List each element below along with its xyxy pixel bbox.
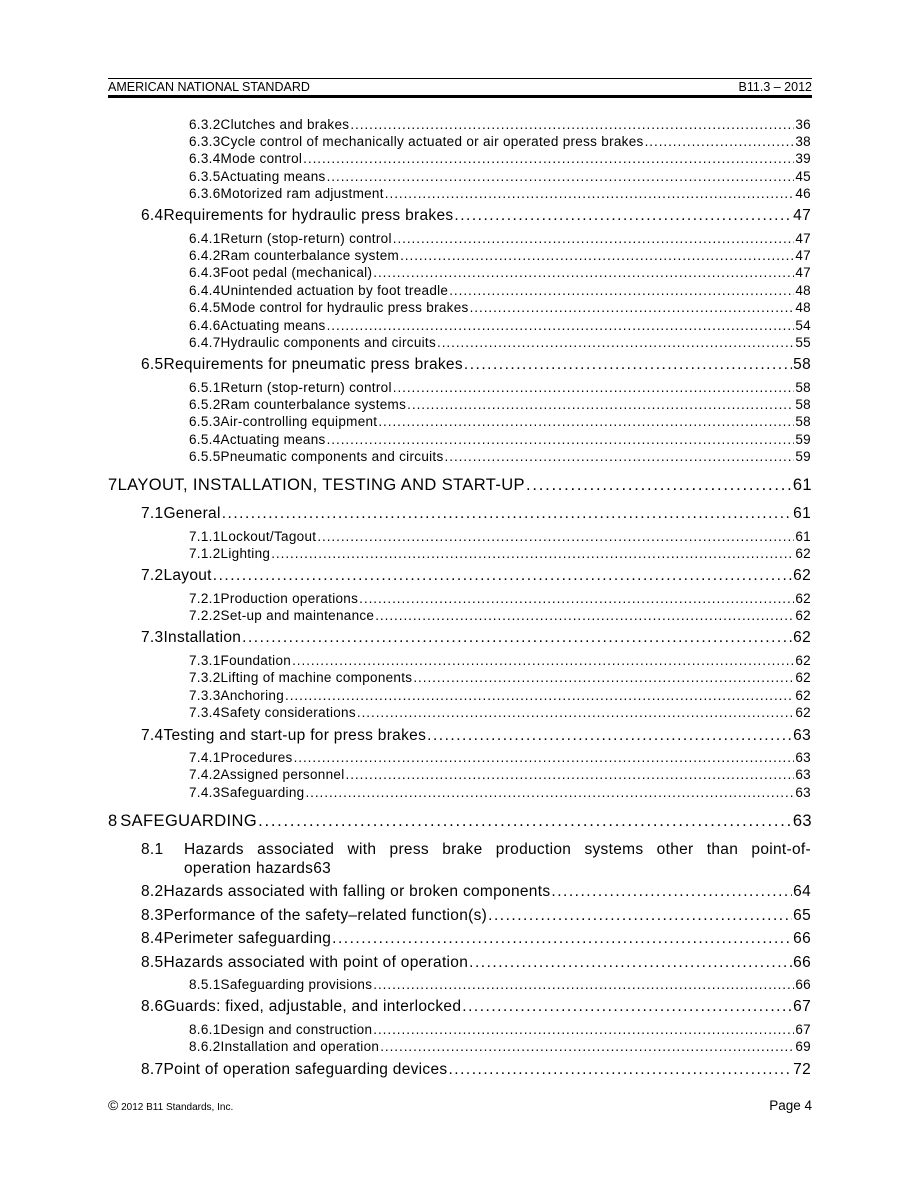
toc-entry-7-3-2[interactable] <box>189 670 811 685</box>
dot-leader <box>332 930 792 948</box>
toc-entry-8-7[interactable] <box>141 1061 811 1079</box>
dot-leader <box>346 767 795 782</box>
toc-entry-8-2[interactable] <box>141 883 811 901</box>
toc-entry-6-5-4[interactable] <box>189 432 811 447</box>
toc-page: 47 <box>795 265 811 280</box>
toc-title: Return (stop-return) control <box>220 380 392 395</box>
toc-page: 47 <box>795 248 811 263</box>
toc-title: Guards: fixed, adjustable, and interlocked <box>163 998 462 1015</box>
header-rule <box>108 78 812 79</box>
page-header <box>108 80 812 98</box>
copyright-text: 2012 B11 Standards, Inc. <box>121 1102 234 1113</box>
toc-number: 6.3.2 <box>189 117 221 132</box>
header-standard-name: AMERICAN NATIONAL STANDARD <box>108 80 310 94</box>
toc-entry-8-3[interactable] <box>141 907 811 925</box>
toc-number: 7.3 <box>141 629 164 646</box>
dot-leader <box>375 608 794 623</box>
toc-page: 61 <box>793 505 811 522</box>
toc-entry-6-4-4[interactable] <box>189 283 811 298</box>
toc-title: Unintended actuation by foot treadle <box>220 283 449 298</box>
toc-page: 62 <box>793 629 811 646</box>
toc-number: 6.5.5 <box>189 449 221 464</box>
toc-page: 59 <box>795 449 811 464</box>
dot-leader <box>469 954 792 972</box>
toc-page: 59 <box>795 432 811 447</box>
toc-title: Design and construction <box>220 1022 373 1037</box>
toc-number: 6.5 <box>141 356 164 373</box>
toc-entry-6-3-3[interactable] <box>189 134 811 149</box>
copyright-notice <box>108 1097 233 1113</box>
toc-entry-7-4-3[interactable] <box>189 785 811 800</box>
toc-title: Mode control for hydraulic press brakes <box>220 300 469 315</box>
toc-page: 45 <box>795 169 811 184</box>
toc-entry-8-5-1[interactable] <box>189 977 811 992</box>
toc-number: 8.7 <box>141 1061 164 1078</box>
toc-title: Safety considerations <box>220 705 356 720</box>
toc-page: 58 <box>795 397 811 412</box>
toc-page: 72 <box>793 1061 811 1078</box>
toc-title-line-1: Hazards associated with press brake production systems other than point-of- <box>184 841 811 858</box>
toc-title: Testing and start-up for press brakes <box>163 727 427 744</box>
toc-number: 7.4 <box>141 727 164 744</box>
toc-title: Performance of the safety–related function(s) <box>163 907 488 924</box>
toc-title: Safeguarding <box>220 785 305 800</box>
toc-entry-6-5[interactable] <box>141 356 811 374</box>
toc-page: 62 <box>795 688 811 703</box>
toc-title: Production operations <box>220 591 359 606</box>
toc-page: 63 <box>795 767 811 782</box>
toc-number: 6.3.6 <box>189 186 221 201</box>
toc-title: Requirements for pneumatic press brakes <box>163 356 463 373</box>
page-number: Page 4 <box>769 1098 812 1113</box>
toc-number: 7.1 <box>141 505 164 522</box>
toc-page: 58 <box>793 356 811 373</box>
toc-entry-7-1[interactable] <box>141 505 811 523</box>
dot-leader <box>645 134 795 149</box>
toc-number: 7.2 <box>141 567 164 584</box>
toc-number: 8.4 <box>141 930 164 947</box>
toc-entry-7-2[interactable] <box>141 567 811 585</box>
toc-page: 36 <box>795 117 811 132</box>
toc-page: 69 <box>795 1039 811 1054</box>
toc-number: 6.3.5 <box>189 169 221 184</box>
toc-title: Assigned personnel <box>220 767 345 782</box>
dot-leader <box>462 998 792 1016</box>
toc-title: Lifting of machine components <box>220 670 413 685</box>
dot-leader <box>327 318 795 333</box>
toc-page: 61 <box>792 476 812 494</box>
dot-leader <box>305 785 794 800</box>
toc-page: 66 <box>795 977 811 992</box>
toc-entry-7-1-2[interactable] <box>189 546 811 561</box>
toc-page: 62 <box>795 670 811 685</box>
toc-page: 46 <box>795 186 811 201</box>
toc-page: 62 <box>795 653 811 668</box>
toc-number: 6.4.1 <box>189 231 221 246</box>
toc-title-line-2: operation hazards <box>184 860 314 877</box>
dot-leader <box>445 449 795 464</box>
toc-entry-7-3-1[interactable] <box>189 653 811 668</box>
dot-leader <box>385 186 795 201</box>
toc-page: 48 <box>795 283 811 298</box>
dot-leader <box>400 248 794 263</box>
dot-leader <box>373 265 794 280</box>
toc-title: Layout <box>163 567 212 584</box>
dot-leader <box>449 283 794 298</box>
toc-entry-8-6-2[interactable] <box>189 1039 811 1054</box>
toc-number: 6.5.3 <box>189 414 221 429</box>
dot-leader <box>357 705 794 720</box>
toc-title: Return (stop-return) control <box>220 231 392 246</box>
toc-title: Hazards associated with falling or broken components <box>163 883 551 900</box>
toc-title: Clutches and brakes <box>220 117 350 132</box>
toc-number: 6.3.3 <box>189 134 221 149</box>
toc-title: Lighting <box>220 546 271 561</box>
dot-leader <box>373 1022 794 1037</box>
dot-leader <box>526 476 792 495</box>
toc-page: 63 <box>792 812 812 830</box>
toc-entry-7[interactable] <box>108 476 812 495</box>
toc-page: 66 <box>793 930 811 947</box>
header-standard-number: B11.3 – 2012 <box>738 80 812 94</box>
toc-entry-8-5[interactable] <box>141 954 811 972</box>
toc-title: Lockout/Tagout <box>220 529 317 544</box>
toc-title: Motorized ram adjustment <box>220 186 384 201</box>
toc-page: 62 <box>793 567 811 584</box>
dot-leader <box>327 432 795 447</box>
toc-title: Foot pedal (mechanical) <box>220 265 373 280</box>
toc-page: 48 <box>795 300 811 315</box>
toc-page: 38 <box>795 134 811 149</box>
toc-entry-6-3-2[interactable] <box>189 117 811 132</box>
toc-page: 63 <box>313 860 332 877</box>
dot-leader <box>303 151 794 166</box>
toc-number: 6.4.7 <box>189 335 221 350</box>
toc-number: 7.1.1 <box>189 529 221 544</box>
toc-number: 6.4.6 <box>189 318 221 333</box>
toc-title: LAYOUT, INSTALLATION, TESTING AND START-UP <box>117 476 525 494</box>
dot-leader <box>258 812 792 831</box>
toc-title: Foundation <box>220 653 292 668</box>
toc-entry-8-1[interactable] <box>141 841 811 881</box>
toc-number: 6.4.2 <box>189 248 221 263</box>
toc-number: 6.4.5 <box>189 300 221 315</box>
dot-leader <box>242 629 792 647</box>
toc-page: 63 <box>793 727 811 744</box>
dot-leader <box>437 335 794 350</box>
toc-title: Procedures <box>220 750 293 765</box>
toc-page: 47 <box>793 207 811 224</box>
toc-entry-6-4-3[interactable] <box>189 265 811 280</box>
toc-page: 63 <box>795 750 811 765</box>
dot-leader <box>327 169 795 184</box>
toc-number: 7.3.2 <box>189 670 221 685</box>
toc-page: 66 <box>793 954 811 971</box>
toc-number: 8.5 <box>141 954 164 971</box>
toc-entry-7-4-1[interactable] <box>189 750 811 765</box>
toc-title: Set-up and maintenance <box>220 608 375 623</box>
toc-number: 7.4.2 <box>189 767 221 782</box>
dot-leader <box>294 750 795 765</box>
toc-page: 62 <box>795 608 811 623</box>
toc-number: 8 <box>108 812 118 830</box>
dot-leader <box>464 356 792 374</box>
dot-leader <box>380 1039 794 1054</box>
dot-leader <box>350 117 794 132</box>
toc-entry-7-3-3[interactable] <box>189 688 811 703</box>
toc-number: 8.2 <box>141 883 164 900</box>
toc-page: 61 <box>795 529 811 544</box>
dot-leader <box>359 591 794 606</box>
toc-number: 7.3.1 <box>189 653 221 668</box>
toc-title: Mode control <box>220 151 303 166</box>
page-footer <box>108 1097 812 1113</box>
toc-entry-6-5-5[interactable] <box>189 449 811 464</box>
dot-leader <box>454 207 792 225</box>
toc-entry-8[interactable] <box>108 812 812 831</box>
toc-entry-6-5-3[interactable] <box>189 414 811 429</box>
toc-entry-6-3-5[interactable] <box>189 169 811 184</box>
toc-entry-8-6[interactable] <box>141 998 811 1016</box>
toc-title: Actuating means <box>220 432 326 447</box>
toc-number: 8.3 <box>141 907 164 924</box>
toc-page: 64 <box>793 883 811 900</box>
toc-title: Point of operation safeguarding devices <box>163 1061 448 1078</box>
toc-number: 7.2.2 <box>189 608 221 623</box>
toc-entry-6-4-2[interactable] <box>189 248 811 263</box>
toc-title: General <box>163 505 221 522</box>
toc-number: 7.3.3 <box>189 688 221 703</box>
toc-number: 8.5.1 <box>189 977 221 992</box>
dot-leader <box>470 300 795 315</box>
toc-entry-8-4[interactable] <box>141 930 811 948</box>
toc-number: 7.4.1 <box>189 750 221 765</box>
toc-page: 54 <box>795 318 811 333</box>
toc-number: 7.1.2 <box>189 546 221 561</box>
dot-leader <box>271 546 794 561</box>
toc-title: Anchoring <box>220 688 285 703</box>
toc-entry-8-6-1[interactable] <box>189 1022 811 1037</box>
toc-number: 6.4 <box>141 207 164 224</box>
toc-entry-7-4-2[interactable] <box>189 767 811 782</box>
toc-number: 6.4.3 <box>189 265 221 280</box>
dot-leader <box>551 883 792 901</box>
toc-title: Requirements for hydraulic press brakes <box>163 207 454 224</box>
dot-leader <box>285 688 794 703</box>
dot-leader <box>393 380 795 395</box>
toc-number: 6.5.2 <box>189 397 221 412</box>
dot-leader <box>378 414 794 429</box>
toc-entry-6-4-6[interactable] <box>189 318 811 333</box>
toc-number: 8.1 <box>141 841 164 858</box>
toc-title: Safeguarding provisions <box>220 977 373 992</box>
toc-title: Cycle control of mechanically actuated or air operated press brakes <box>220 134 644 149</box>
toc-entry-6-3-6[interactable] <box>189 186 811 201</box>
dot-leader <box>373 977 794 992</box>
toc-number: 6.5.4 <box>189 432 221 447</box>
toc-title: Hydraulic components and circuits <box>220 335 437 350</box>
toc-entry-6-3-4[interactable] <box>189 151 811 166</box>
dot-leader <box>317 529 794 544</box>
toc-title: Ram counterbalance system <box>220 248 400 263</box>
dot-leader <box>213 567 792 585</box>
toc-number: 7.4.3 <box>189 785 221 800</box>
toc-page: 62 <box>795 705 811 720</box>
toc-number: 7 <box>108 476 118 494</box>
toc-page: 62 <box>795 546 811 561</box>
toc-page: 62 <box>795 591 811 606</box>
toc-title: Installation <box>163 629 242 646</box>
toc-number: 7.3.4 <box>189 705 221 720</box>
dot-leader <box>393 231 795 246</box>
toc-number: 8.6 <box>141 998 164 1015</box>
dot-leader <box>292 653 794 668</box>
dot-leader <box>427 727 792 745</box>
copyright-symbol: © <box>108 1097 119 1113</box>
toc-title: Air-controlling equipment <box>220 414 378 429</box>
toc-title: SAFEGUARDING <box>120 812 258 830</box>
toc-title: Pneumatic components and circuits <box>220 449 444 464</box>
toc-page: 58 <box>795 380 811 395</box>
toc-title: Installation and operation <box>220 1039 380 1054</box>
toc-entry-6-4-1[interactable] <box>189 231 811 246</box>
toc-page: 67 <box>795 1022 811 1037</box>
dot-leader <box>222 505 792 523</box>
dot-leader <box>488 907 792 925</box>
toc-page: 55 <box>795 335 811 350</box>
toc-page: 47 <box>795 231 811 246</box>
dot-leader <box>413 670 794 685</box>
toc-title: Actuating means <box>220 318 326 333</box>
toc-number: 6.4.4 <box>189 283 221 298</box>
toc-entry-6-4-5[interactable] <box>189 300 811 315</box>
toc-entry-6-5-1[interactable] <box>189 380 811 395</box>
toc-entry-7-1-1[interactable] <box>189 529 811 544</box>
toc-title: Hazards associated with point of operation <box>163 954 469 971</box>
toc-entry-6-4[interactable] <box>141 207 811 225</box>
toc-entry-6-4-7[interactable] <box>189 335 811 350</box>
dot-leader <box>448 1061 792 1079</box>
toc-title: Actuating means <box>220 169 326 184</box>
toc-page: 67 <box>793 998 811 1015</box>
toc-page: 39 <box>795 151 811 166</box>
toc-entry-7-4[interactable] <box>141 727 811 745</box>
toc-entry-7-3-4[interactable] <box>189 705 811 720</box>
toc-number: 8.6.1 <box>189 1022 221 1037</box>
toc-number: 6.3.4 <box>189 151 221 166</box>
toc-page: 63 <box>795 785 811 800</box>
toc-page: 58 <box>795 414 811 429</box>
toc-entry-7-2-2[interactable] <box>189 608 811 623</box>
toc-title: Ram counterbalance systems <box>220 397 407 412</box>
dot-leader <box>407 397 794 412</box>
toc-title: Perimeter safeguarding <box>163 930 332 947</box>
toc-entry-7-3[interactable] <box>141 629 811 647</box>
toc-page: 65 <box>793 907 811 924</box>
toc-number: 8.6.2 <box>189 1039 221 1054</box>
toc-entry-6-5-2[interactable] <box>189 397 811 412</box>
toc-entry-7-2-1[interactable] <box>189 591 811 606</box>
toc-number: 7.2.1 <box>189 591 221 606</box>
toc-number: 6.5.1 <box>189 380 221 395</box>
